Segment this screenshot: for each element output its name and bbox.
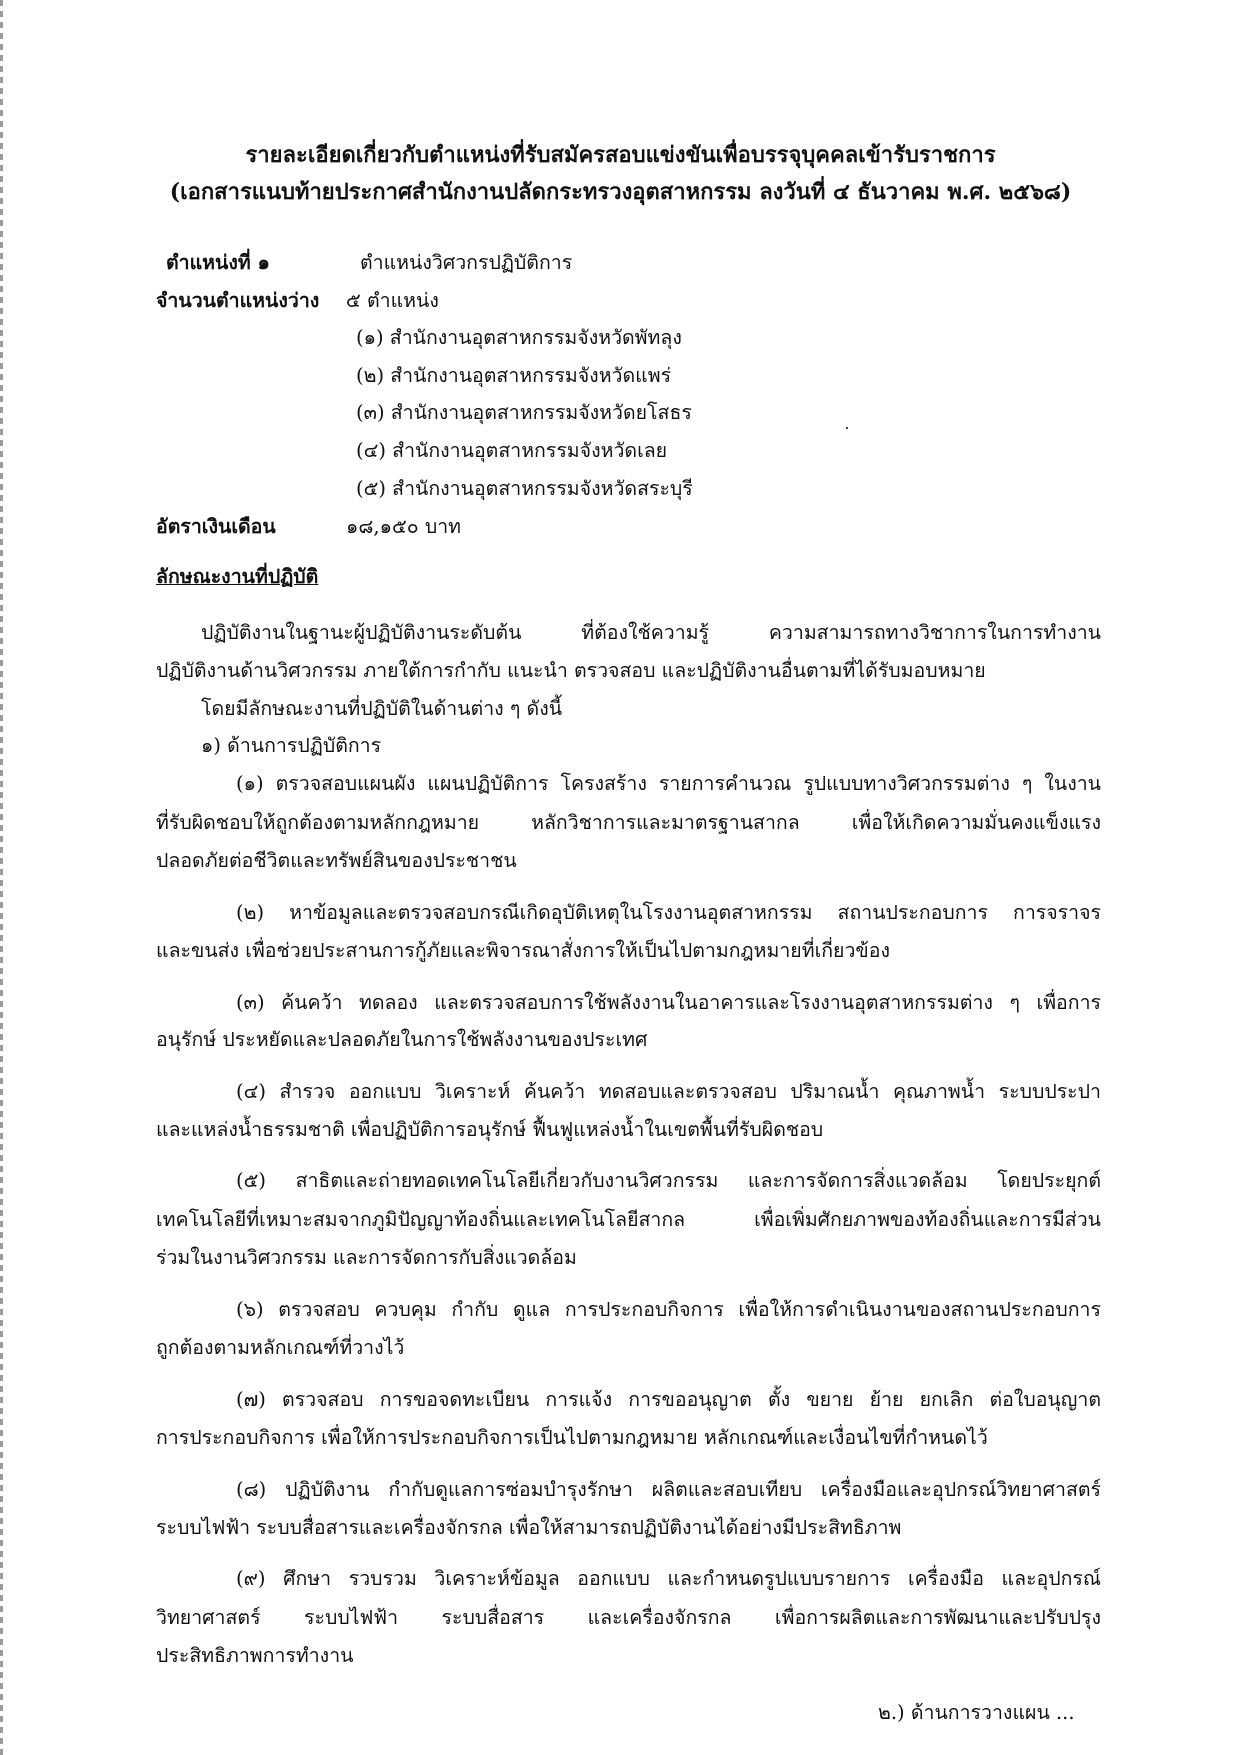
duty-item-line: และแหล่งน้ำธรรมชาติ เพื่อปฏิบัติการอนุรักษ์ ฟื้นฟูแหล่งน้ำในเขตพื้นที่รับผิดชอบ: [156, 1118, 824, 1141]
office-item: (๕) สำนักงานอุตสาหกรรมจังหวัดสระบุรี: [356, 477, 693, 500]
salary-label: อัตราเงินเดือน: [156, 515, 276, 538]
duty-item-line: (๒) หาข้อมูลและตรวจสอบกรณีเกิดอุบัติเหตุในโรงงานอุตสาหกรรม สถานประกอบการ การจราจร: [236, 901, 1101, 924]
duty-item-line: วิทยาศาสตร์ ระบบไฟฟ้า ระบบสื่อสาร และเครื่องจักรกล เพื่อการผลิตและการพัฒนาและปรับปรุง: [156, 1606, 1101, 1629]
duty-item-line: (๗) ตรวจสอบ การขอจดทะเบียน การแจ้ง การขออนุญาต ตั้ง ขยาย ย้าย ยกเลิก ต่อใบอนุญาต: [236, 1388, 1101, 1411]
duty-item-line: ที่รับผิดชอบให้ถูกต้องตามหลักกฎหมาย หลักวิชาการและมาตรฐานสากล เพื่อให้เกิดความมั่นคงแข็งแรง: [156, 811, 1101, 834]
office-item: (๒) สำนักงานอุตสาหกรรมจังหวัดแพร่: [356, 364, 672, 387]
duty-item-line: (๘) ปฏิบัติงาน กำกับดูแลการซ่อมบำรุงรักษา ผลิตและสอบเทียบ เครื่องมือและอุปกรณ์วิทยาศาสตร์: [236, 1478, 1101, 1501]
duty-item-line: อนุรักษ์ ประหยัดและปลอดภัยในการใช้พลังงานของประเทศ: [156, 1028, 648, 1051]
office-item: (๑) สำนักงานอุตสาหกรรมจังหวัดพัทลุง: [356, 326, 682, 349]
salary-value: ๑๘,๑๕๐ บาท: [346, 515, 462, 538]
duty-item-line: (๙) ศึกษา รวบรวม วิเคราะห์ข้อมูล ออกแบบ และกำหนดรูปแบบรายการ เครื่องมือ และอุปกรณ์: [236, 1567, 1101, 1590]
office-item: (๓) สำนักงานอุตสาหกรรมจังหวัดยโสธร: [356, 401, 692, 424]
duties-heading: ลักษณะงานที่ปฏิบัติ: [156, 565, 319, 588]
duty-item-line: (๖) ตรวจสอบ ควบคุม กำกับ ดูแล การประกอบกิจการ เพื่อให้การดำเนินงานของสถานประกอบการ: [236, 1298, 1101, 1321]
scan-speck: [846, 427, 848, 429]
position-name: ตำแหน่งวิศวกรปฏิบัติการ: [360, 251, 573, 274]
scan-edge: [0, 0, 3, 1755]
document-title: รายละเอียดเกี่ยวกับตำแหน่งที่รับสมัครสอบแข่งขันเพื่อบรรจุบุคคลเข้ารับราชการ: [245, 142, 996, 168]
duty-item-line: (๕) สาธิตและถ่ายทอดเทคโนโลยีเกี่ยวกับงานวิศวกรรม และการจัดการสิ่งแวดล้อม โดยประยุกต์: [236, 1169, 1101, 1192]
position-label: ตำแหน่งที่ ๑: [166, 251, 270, 274]
duty-item-line: การประกอบกิจการ เพื่อให้การประกอบกิจการเป็นไปตามกฎหมาย หลักเกณฑ์และเงื่อนไขที่กำหนดไว้: [156, 1426, 988, 1449]
duty-item-line: (๓) ค้นคว้า ทดลอง และตรวจสอบการใช้พลังงานในอาคารและโรงงานอุตสาหกรรมต่าง ๆ เพื่อการ: [236, 991, 1101, 1014]
duty-item-line: (๑) ตรวจสอบแผนผัง แผนปฏิบัติการ โครงสร้าง รายการคำนวณ รูปแบบทางวิศวกรรมต่าง ๆ ในงาน: [236, 772, 1101, 795]
vacancy-value: ๕ ตำแหน่ง: [346, 289, 439, 312]
duty-item-line: ระบบไฟฟ้า ระบบสื่อสารและเครื่องจักรกล เพื่อให้สามารถปฏิบัติงานได้อย่างมีประสิทธิภาพ: [156, 1516, 902, 1539]
continuation-note: ๒.) ด้านการวางแผน ...: [878, 1701, 1075, 1724]
vacancy-label: จำนวนตำแหน่งว่าง: [156, 289, 320, 312]
document-subtitle: (เอกสารแนบท้ายประกาศสำนักงานปลัดกระทรวงอุตสาหกรรม ลงวันที่ ๔ ธันวาคม พ.ศ. ๒๕๖๘): [169, 179, 1072, 205]
duty-item-line: ร่วมในงานวิศวกรรม และการจัดการกับสิ่งแวดล้อม: [156, 1246, 577, 1269]
duties-intro-line: โดยมีลักษณะงานที่ปฏิบัติในด้านต่าง ๆ ดังนี้: [201, 697, 563, 720]
duty-item-line: ประสิทธิภาพการทำงาน: [156, 1644, 354, 1667]
office-item: (๔) สำนักงานอุตสาหกรรมจังหวัดเลย: [356, 439, 668, 462]
duties-intro-line: ปฏิบัติงานในฐานะผู้ปฏิบัติงานระดับต้น ที่ต้องใช้ความรู้ ความสามารถทางวิชาการในการทำงาน: [201, 621, 1101, 644]
duty-item-line: ถูกต้องตามหลักเกณฑ์ที่วางไว้: [156, 1336, 405, 1359]
section-title: ๑) ด้านการปฏิบัติการ: [201, 734, 382, 757]
duty-item-line: และขนส่ง เพื่อช่วยประสานการกู้ภัยและพิจารณาสั่งการให้เป็นไปตามกฎหมายที่เกี่ยวข้อง: [156, 939, 890, 962]
duty-item-line: (๔) สำรวจ ออกแบบ วิเคราะห์ ค้นคว้า ทดสอบและตรวจสอบ ปริมาณน้ำ คุณภาพน้ำ ระบบประปา: [236, 1080, 1101, 1103]
duty-item-line: เทคโนโลยีที่เหมาะสมจากภูมิปัญญาท้องถิ่นและเทคโนโลยีสากล เพื่อเพิ่มศักยภาพของท้องถิ่นและการมีส่วน: [156, 1208, 1101, 1231]
duties-intro-line: ปฏิบัติงานด้านวิศวกรรม ภายใต้การกำกับ แนะนำ ตรวจสอบ และปฏิบัติงานอื่นตามที่ได้รับมอบหมาย: [156, 659, 986, 682]
duty-item-line: ปลอดภัยต่อชีวิตและทรัพย์สินของประชาชน: [156, 849, 517, 872]
